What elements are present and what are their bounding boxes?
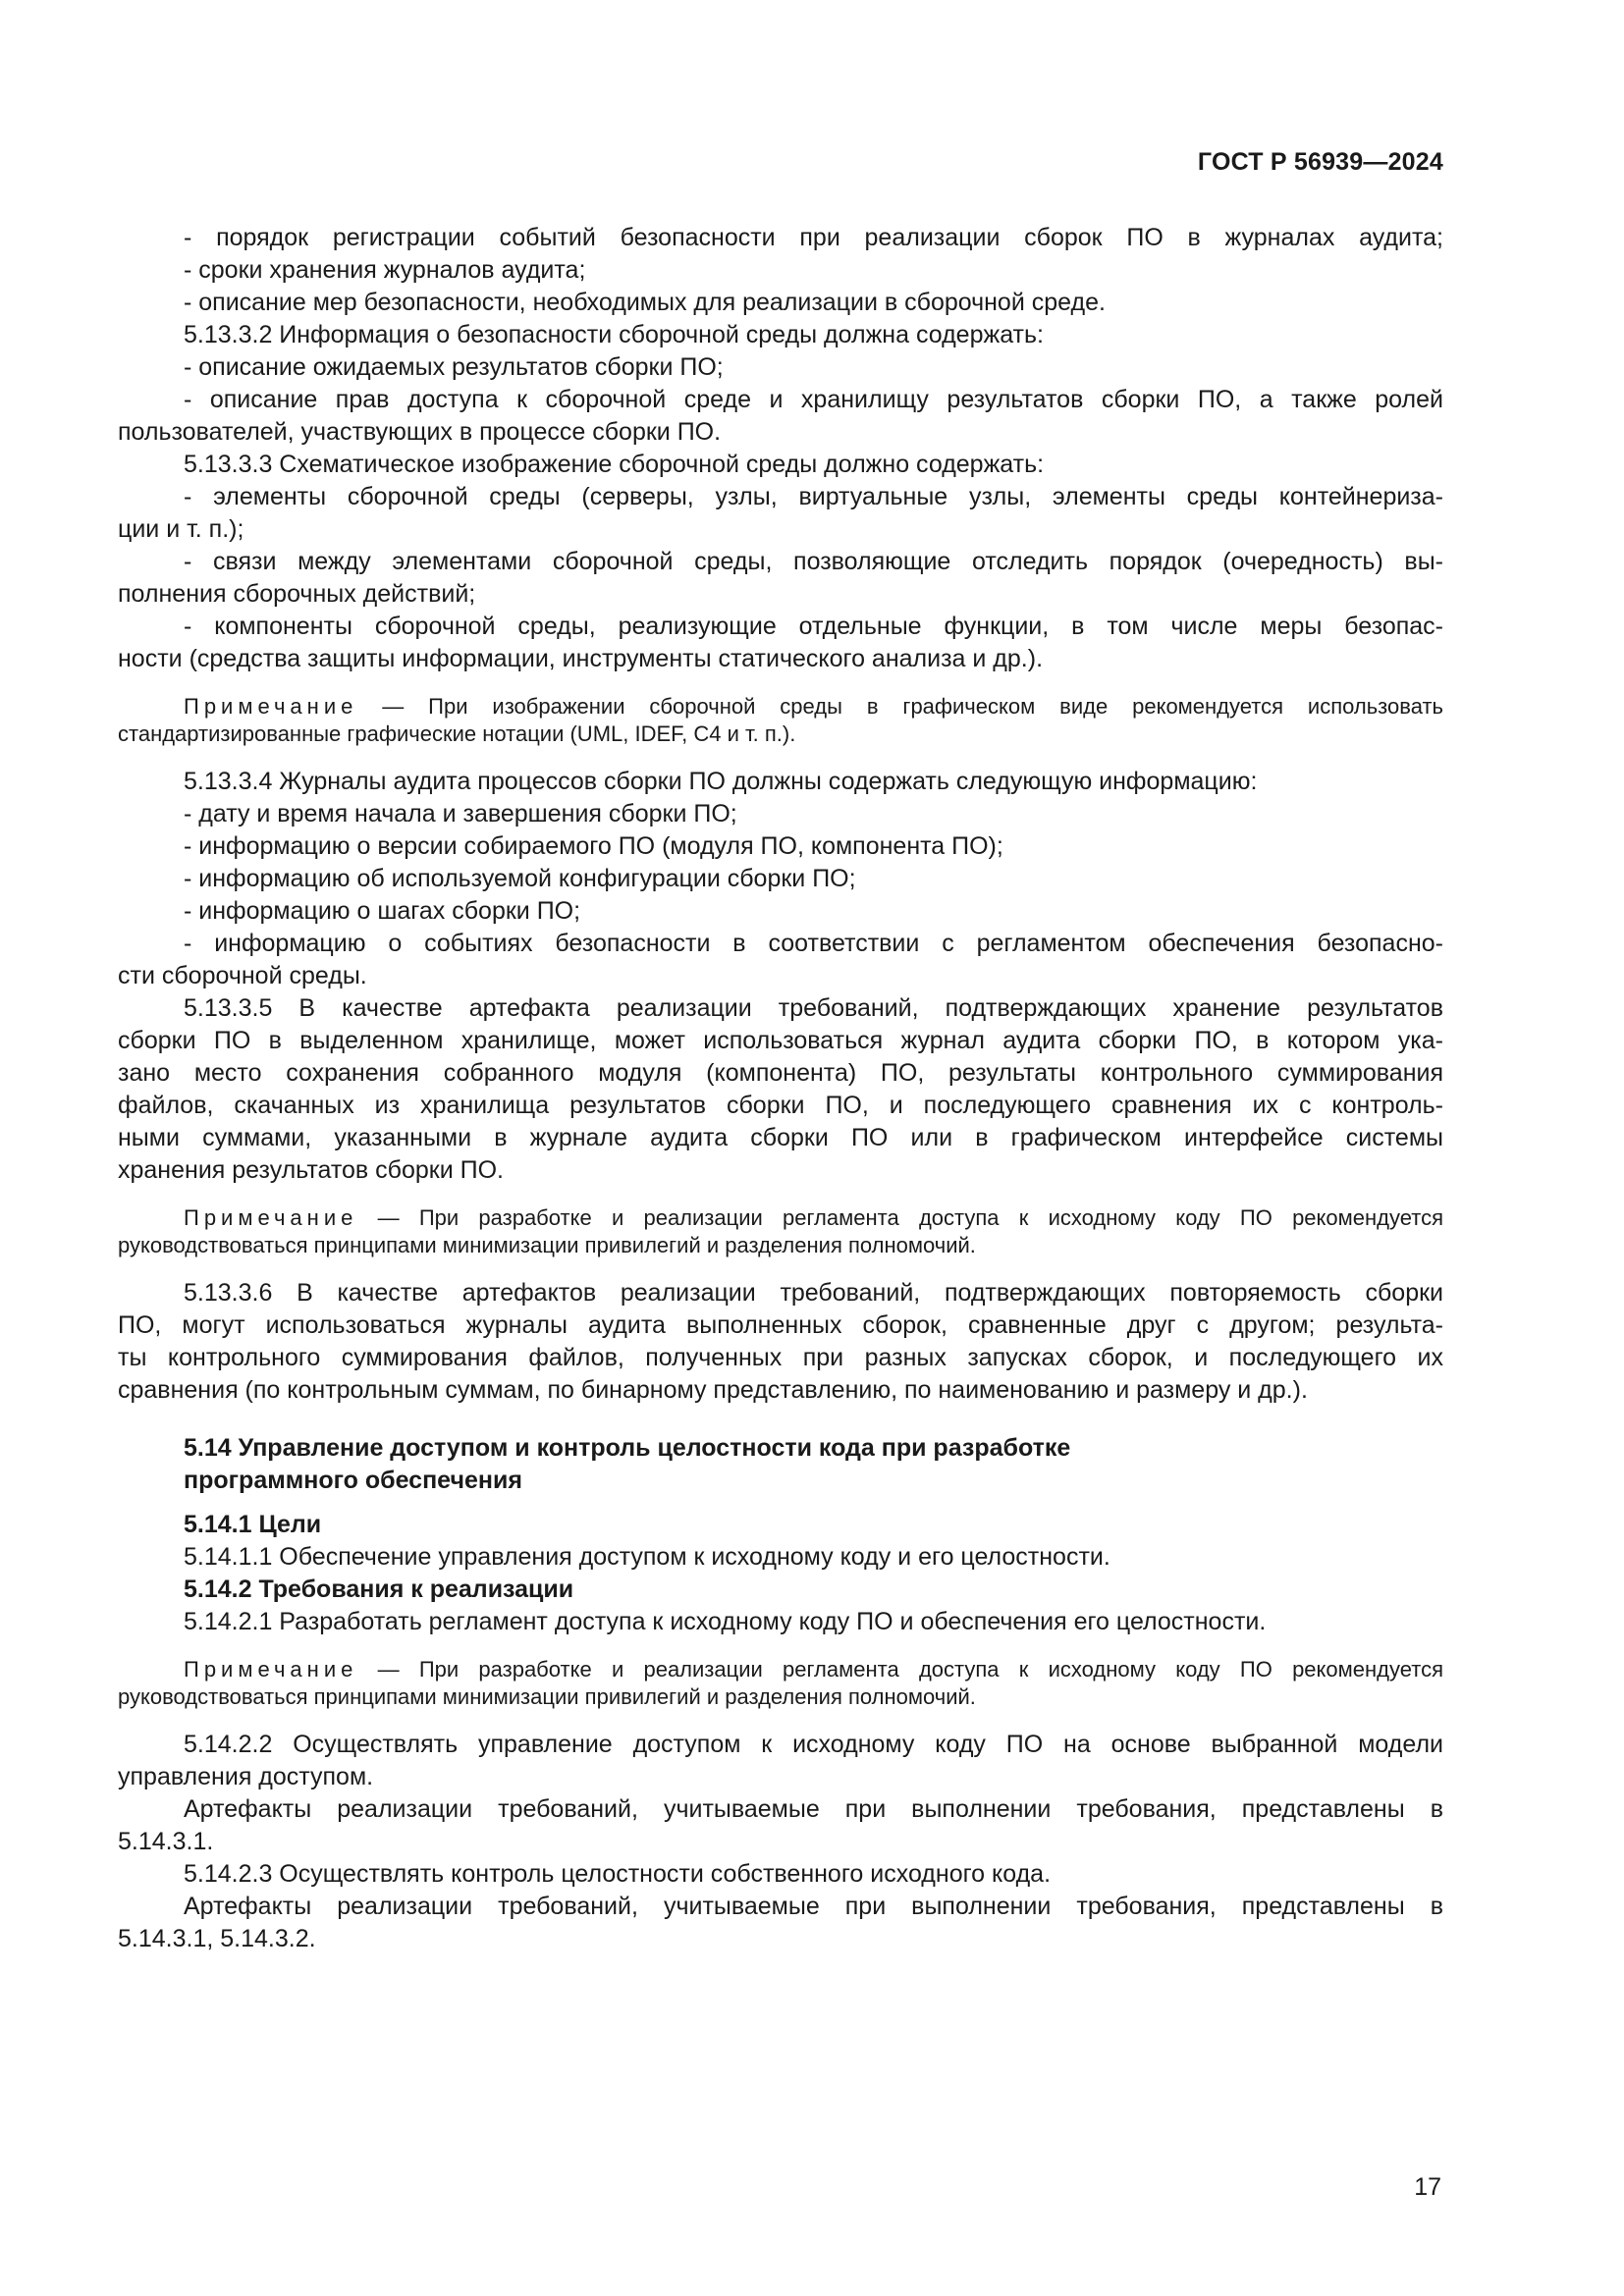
clause-text: 5.14.2.3 Осуществлять контроль целостности собственного исходного кода. bbox=[184, 1860, 1052, 1888]
list-item-continuation: ности (средства защиты информации, инструменты статического анализа и др.). bbox=[118, 645, 1044, 672]
note-text: стандартизированные графические нотации (UML, IDEF, C4 и т. п.). bbox=[118, 721, 796, 746]
section-heading: 5.14 Управление доступом и контроль целостности кода при разработке bbox=[184, 1434, 1071, 1462]
list-item: - дату и время начала и завершения сборки ПО; bbox=[184, 800, 737, 828]
clause-text: 5.14.2.1 Разработать регламент доступа к исходному коду ПО и обеспечения его целостности. bbox=[184, 1608, 1267, 1635]
clause-text: 5.13.3.6 В качестве артефактов реализации требований, подтверждающих повторяемость сборки bbox=[184, 1279, 1443, 1307]
subsection-heading: 5.14.2 Требования к реализации bbox=[184, 1575, 574, 1603]
list-item: - информацию о шагах сборки ПО; bbox=[184, 897, 581, 925]
note-label: Примечание bbox=[184, 1657, 358, 1682]
note-block bbox=[118, 693, 1443, 721]
list-item: - связи между элементами сборочной среды, позволяющие отследить порядок (очередность) вы- bbox=[184, 548, 1443, 575]
list-item: - элементы сборочной среды (серверы, узлы, виртуальные узлы, элементы среды контейнериза- bbox=[184, 483, 1443, 510]
list-item: - сроки хранения журналов аудита; bbox=[184, 256, 586, 284]
clause-text: 5.14.1.1 Обеспечение управления доступом к исходному коду и его целостности. bbox=[184, 1543, 1110, 1571]
list-item: - порядок регистрации событий безопасности при реализации сборок ПО в журналах аудита; bbox=[184, 224, 1443, 251]
clause-text: ными суммами, указанными в журнале аудита сборки ПО или в графическом интерфейсе системы bbox=[118, 1124, 1443, 1151]
note-block bbox=[118, 1656, 1443, 1683]
clause-text: хранения результатов сборки ПО. bbox=[118, 1156, 504, 1184]
note-block bbox=[118, 1204, 1443, 1232]
list-item: - описание мер безопасности, необходимых для реализации в сборочной среде. bbox=[184, 289, 1106, 316]
page-number: 17 bbox=[1414, 2173, 1441, 2201]
clause-text: ПО, могут использоваться журналы аудита выполненных сборок, сравненные друг с другом; результа- bbox=[118, 1311, 1443, 1339]
note-text: руководствоваться принципами минимизации привилегий и разделения полномочий. bbox=[118, 1684, 976, 1709]
note-text: — При разработке и реализации регламента доступа к исходному коду ПО рекомендуется bbox=[357, 1657, 1443, 1682]
list-item: - описание ожидаемых результатов сборки ПО; bbox=[184, 353, 724, 381]
clause-text: Артефакты реализации требований, учитываемые при выполнении требования, представлены в bbox=[184, 1893, 1443, 1920]
subsection-heading: 5.14.1 Цели bbox=[184, 1511, 322, 1538]
clause-text: 5.14.3.1. bbox=[118, 1828, 214, 1855]
list-item-continuation: ции и т. п.); bbox=[118, 515, 244, 543]
clause-text: зано место сохранения собранного модуля (компонента) ПО, результаты контрольного суммирования bbox=[118, 1059, 1443, 1087]
list-item: - описание прав доступа к сборочной среде и хранилищу результатов сборки ПО, а также ролей bbox=[184, 386, 1443, 413]
note-label: Примечание bbox=[184, 1205, 358, 1230]
section-heading: программного обеспечения bbox=[184, 1467, 522, 1494]
note-text: руководствоваться принципами минимизации привилегий и разделения полномочий. bbox=[118, 1233, 976, 1257]
list-item: - информацию о событиях безопасности в соответствии с регламентом обеспечения безопасно- bbox=[184, 930, 1443, 957]
list-item-continuation: пользователей, участвующих в процессе сборки ПО. bbox=[118, 418, 722, 446]
note-text: — При изображении сборочной среды в графическом виде рекомендуется использовать bbox=[357, 694, 1443, 719]
list-item-continuation: полнения сборочных действий; bbox=[118, 580, 476, 608]
clause-text: ты контрольного суммирования файлов, полученных при разных запусках сборок, и последующего их bbox=[118, 1344, 1443, 1371]
clause-text: 5.14.3.1, 5.14.3.2. bbox=[118, 1925, 316, 1952]
clause-text: управления доступом. bbox=[118, 1763, 374, 1790]
clause-text: сравнения (по контрольным суммам, по бинарному представлению, по наименованию и размеру и др.). bbox=[118, 1376, 1308, 1404]
list-item: - информацию о версии собираемого ПО (модуля ПО, компонента ПО); bbox=[184, 832, 1003, 860]
clause-text: 5.14.2.2 Осуществлять управление доступом к исходному коду ПО на основе выбранной модели bbox=[184, 1731, 1443, 1758]
list-item: - информацию об используемой конфигурации сборки ПО; bbox=[184, 865, 856, 892]
list-item: - компоненты сборочной среды, реализующие отдельные функции, в том числе меры безопас- bbox=[184, 613, 1443, 640]
clause-text: 5.13.3.3 Схематическое изображение сборочной среды должно содержать: bbox=[184, 451, 1045, 478]
note-text: — При разработке и реализации регламента доступа к исходному коду ПО рекомендуется bbox=[357, 1205, 1443, 1230]
clause-text: 5.13.3.5 В качестве артефакта реализации требований, подтверждающих хранение результатов bbox=[184, 994, 1443, 1022]
note-label: Примечание bbox=[184, 694, 358, 719]
list-item-continuation: сти сборочной среды. bbox=[118, 962, 367, 989]
clause-text: Артефакты реализации требований, учитываемые при выполнении требования, представлены в bbox=[184, 1795, 1443, 1823]
document-body bbox=[118, 222, 1443, 1955]
clause-text: 5.13.3.2 Информация о безопасности сборочной среды должна содержать: bbox=[184, 321, 1044, 348]
document-header: ГОСТ Р 56939—2024 bbox=[1197, 148, 1443, 176]
clause-text: файлов, скачанных из хранилища результатов сборки ПО, и последующего сравнения их с контроль- bbox=[118, 1092, 1443, 1119]
clause-text: 5.13.3.4 Журналы аудита процессов сборки ПО должны содержать следующую информацию: bbox=[184, 768, 1258, 795]
clause-text: сборки ПО в выделенном хранилище, может использоваться журнал аудита сборки ПО, в котором ука- bbox=[118, 1027, 1443, 1054]
